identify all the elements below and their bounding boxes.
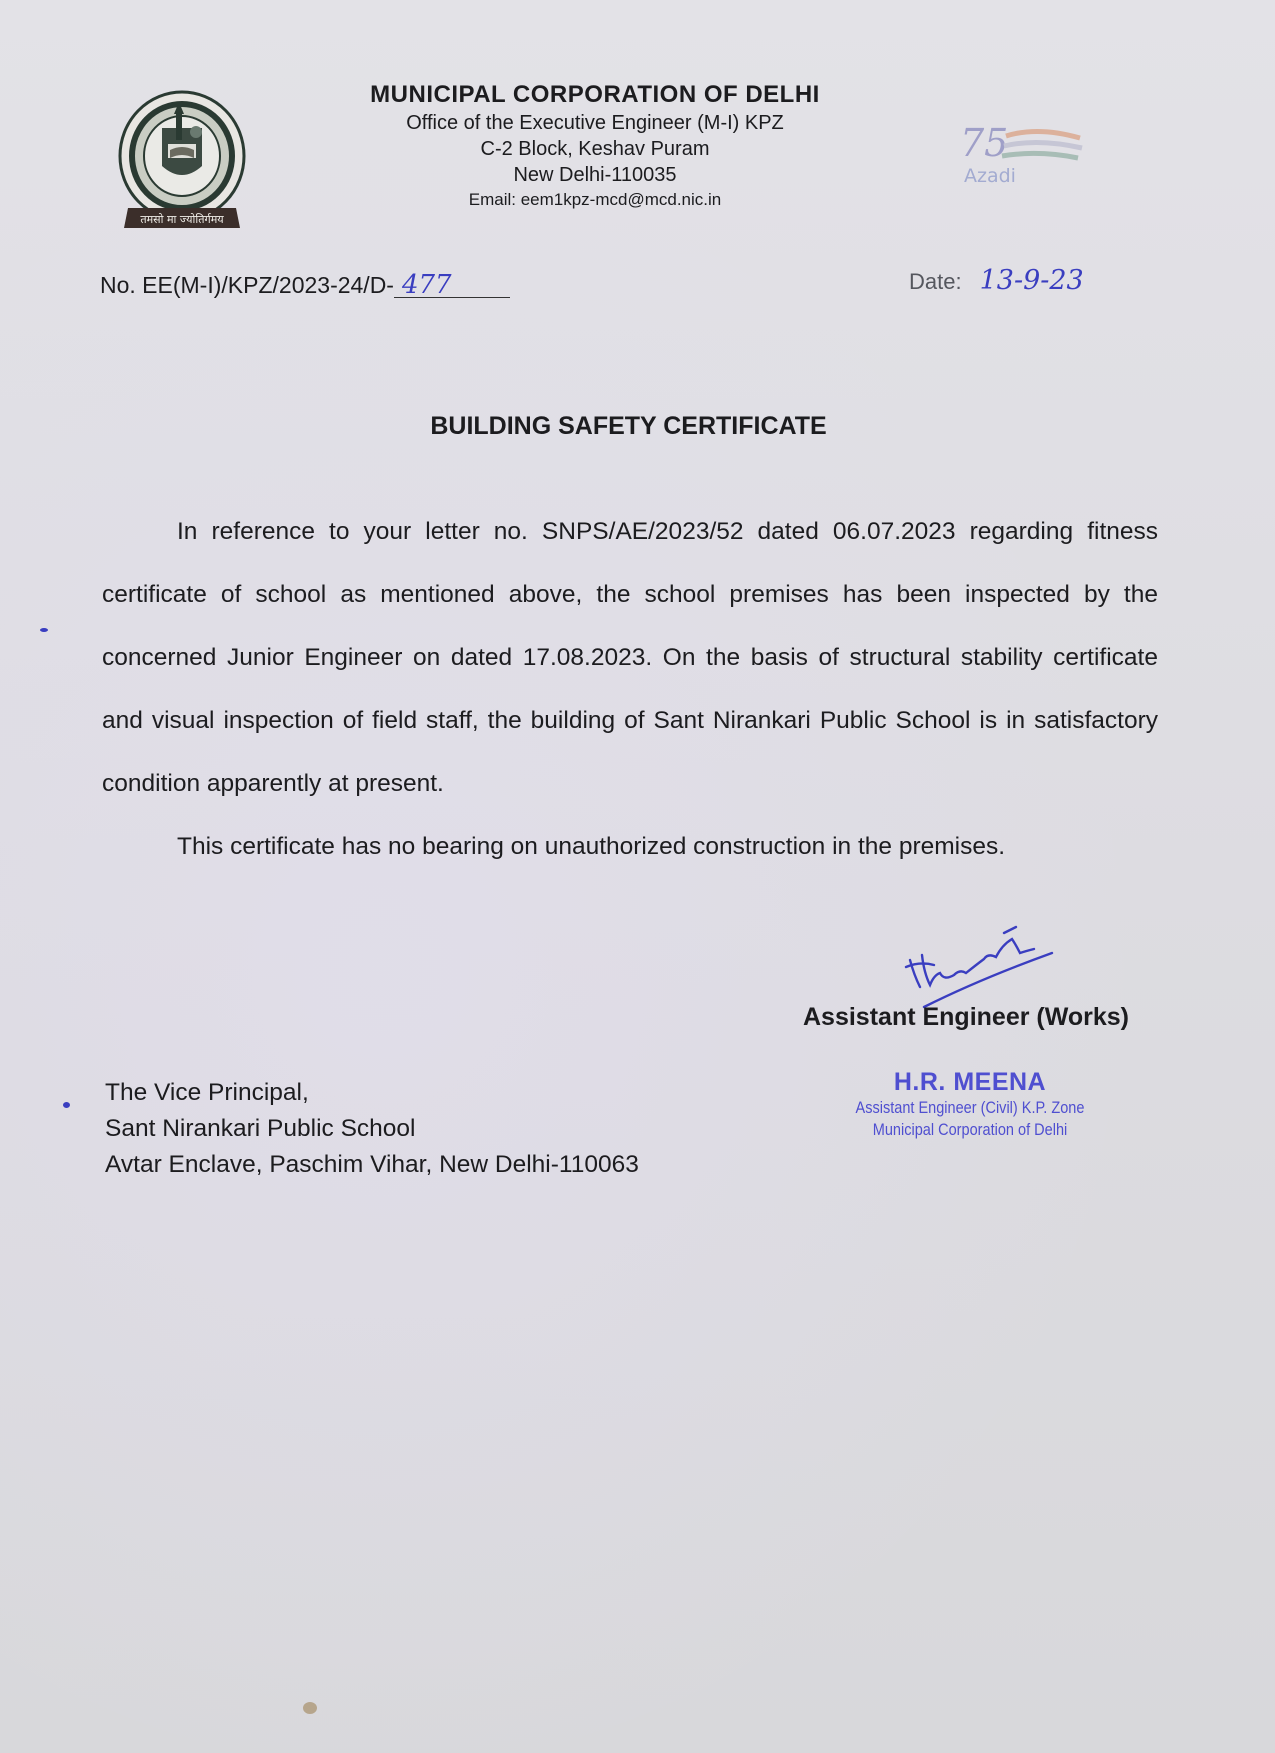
reference-prefix: No. EE(M-I)/KPZ/2023-24/D- <box>100 272 394 298</box>
official-stamp <box>815 1068 1125 1141</box>
address-line-2: New Delhi-110035 <box>513 164 677 186</box>
org-name: MUNICIPAL CORPORATION OF DELHI <box>370 81 820 108</box>
body-paragraph-2: This certificate has no bearing on unauthorized construction in the premises. <box>177 833 1006 860</box>
email-line: Email: eem1kpz-mcd@mcd.nic.in <box>468 190 722 209</box>
body-paragraph-1: In reference to your letter no. SNPS/AE/2023/52 dated 06.07.2023 regarding fitness certificate of school as mentioned above, the school premises has been inspected by the concerned Junior Engineer on dated 17.08.2023. On the basis of structural stability certificate and visual inspection of field staff, the building of Sant Nirankari Public School is in satisfactory condition apparently at present. <box>102 518 1158 797</box>
mcd-emblem-icon <box>112 88 252 238</box>
reference-number <box>100 272 510 299</box>
body-text <box>102 500 1158 878</box>
date-handwritten-value: 13-9-23 <box>979 265 1084 296</box>
addressee-line-2: Sant Nirankari Public School <box>105 1115 416 1142</box>
margin-mark <box>63 1102 70 1108</box>
date-label: Date: <box>909 269 962 294</box>
stamp-name: H.R. MEENA <box>893 1068 1047 1096</box>
paper-spot <box>303 1702 317 1714</box>
addressee-block <box>105 1075 639 1183</box>
date-field <box>909 265 1084 296</box>
azadi-text: Azadi <box>964 165 1016 187</box>
signatory-role: Assistant Engineer (Works) <box>803 1003 1130 1031</box>
signature-scrawl-icon <box>900 915 1060 1010</box>
stamp-organization: Municipal Corporation of Delhi <box>872 1121 1068 1139</box>
margin-mark <box>40 628 48 632</box>
address-line-1: C-2 Block, Keshav Puram <box>480 138 710 160</box>
emblem-motto: तमसो मा ज्योतिर्गमय <box>140 213 224 226</box>
stamp-designation: Assistant Engineer (Civil) K.P. Zone <box>855 1099 1085 1117</box>
document-title: BUILDING SAFETY CERTIFICATE <box>430 412 827 440</box>
reference-handwritten-number: 477 <box>394 273 510 298</box>
azadi-logo-icon <box>958 122 1088 202</box>
addressee-line-1: The Vice Principal, <box>105 1079 309 1106</box>
letterhead <box>300 80 890 212</box>
azadi-number: 75 <box>960 122 1009 165</box>
addressee-line-3: Avtar Enclave, Paschim Vihar, New Delhi-110063 <box>105 1151 639 1178</box>
office-line: Office of the Executive Engineer (M-I) KPZ <box>406 112 784 134</box>
